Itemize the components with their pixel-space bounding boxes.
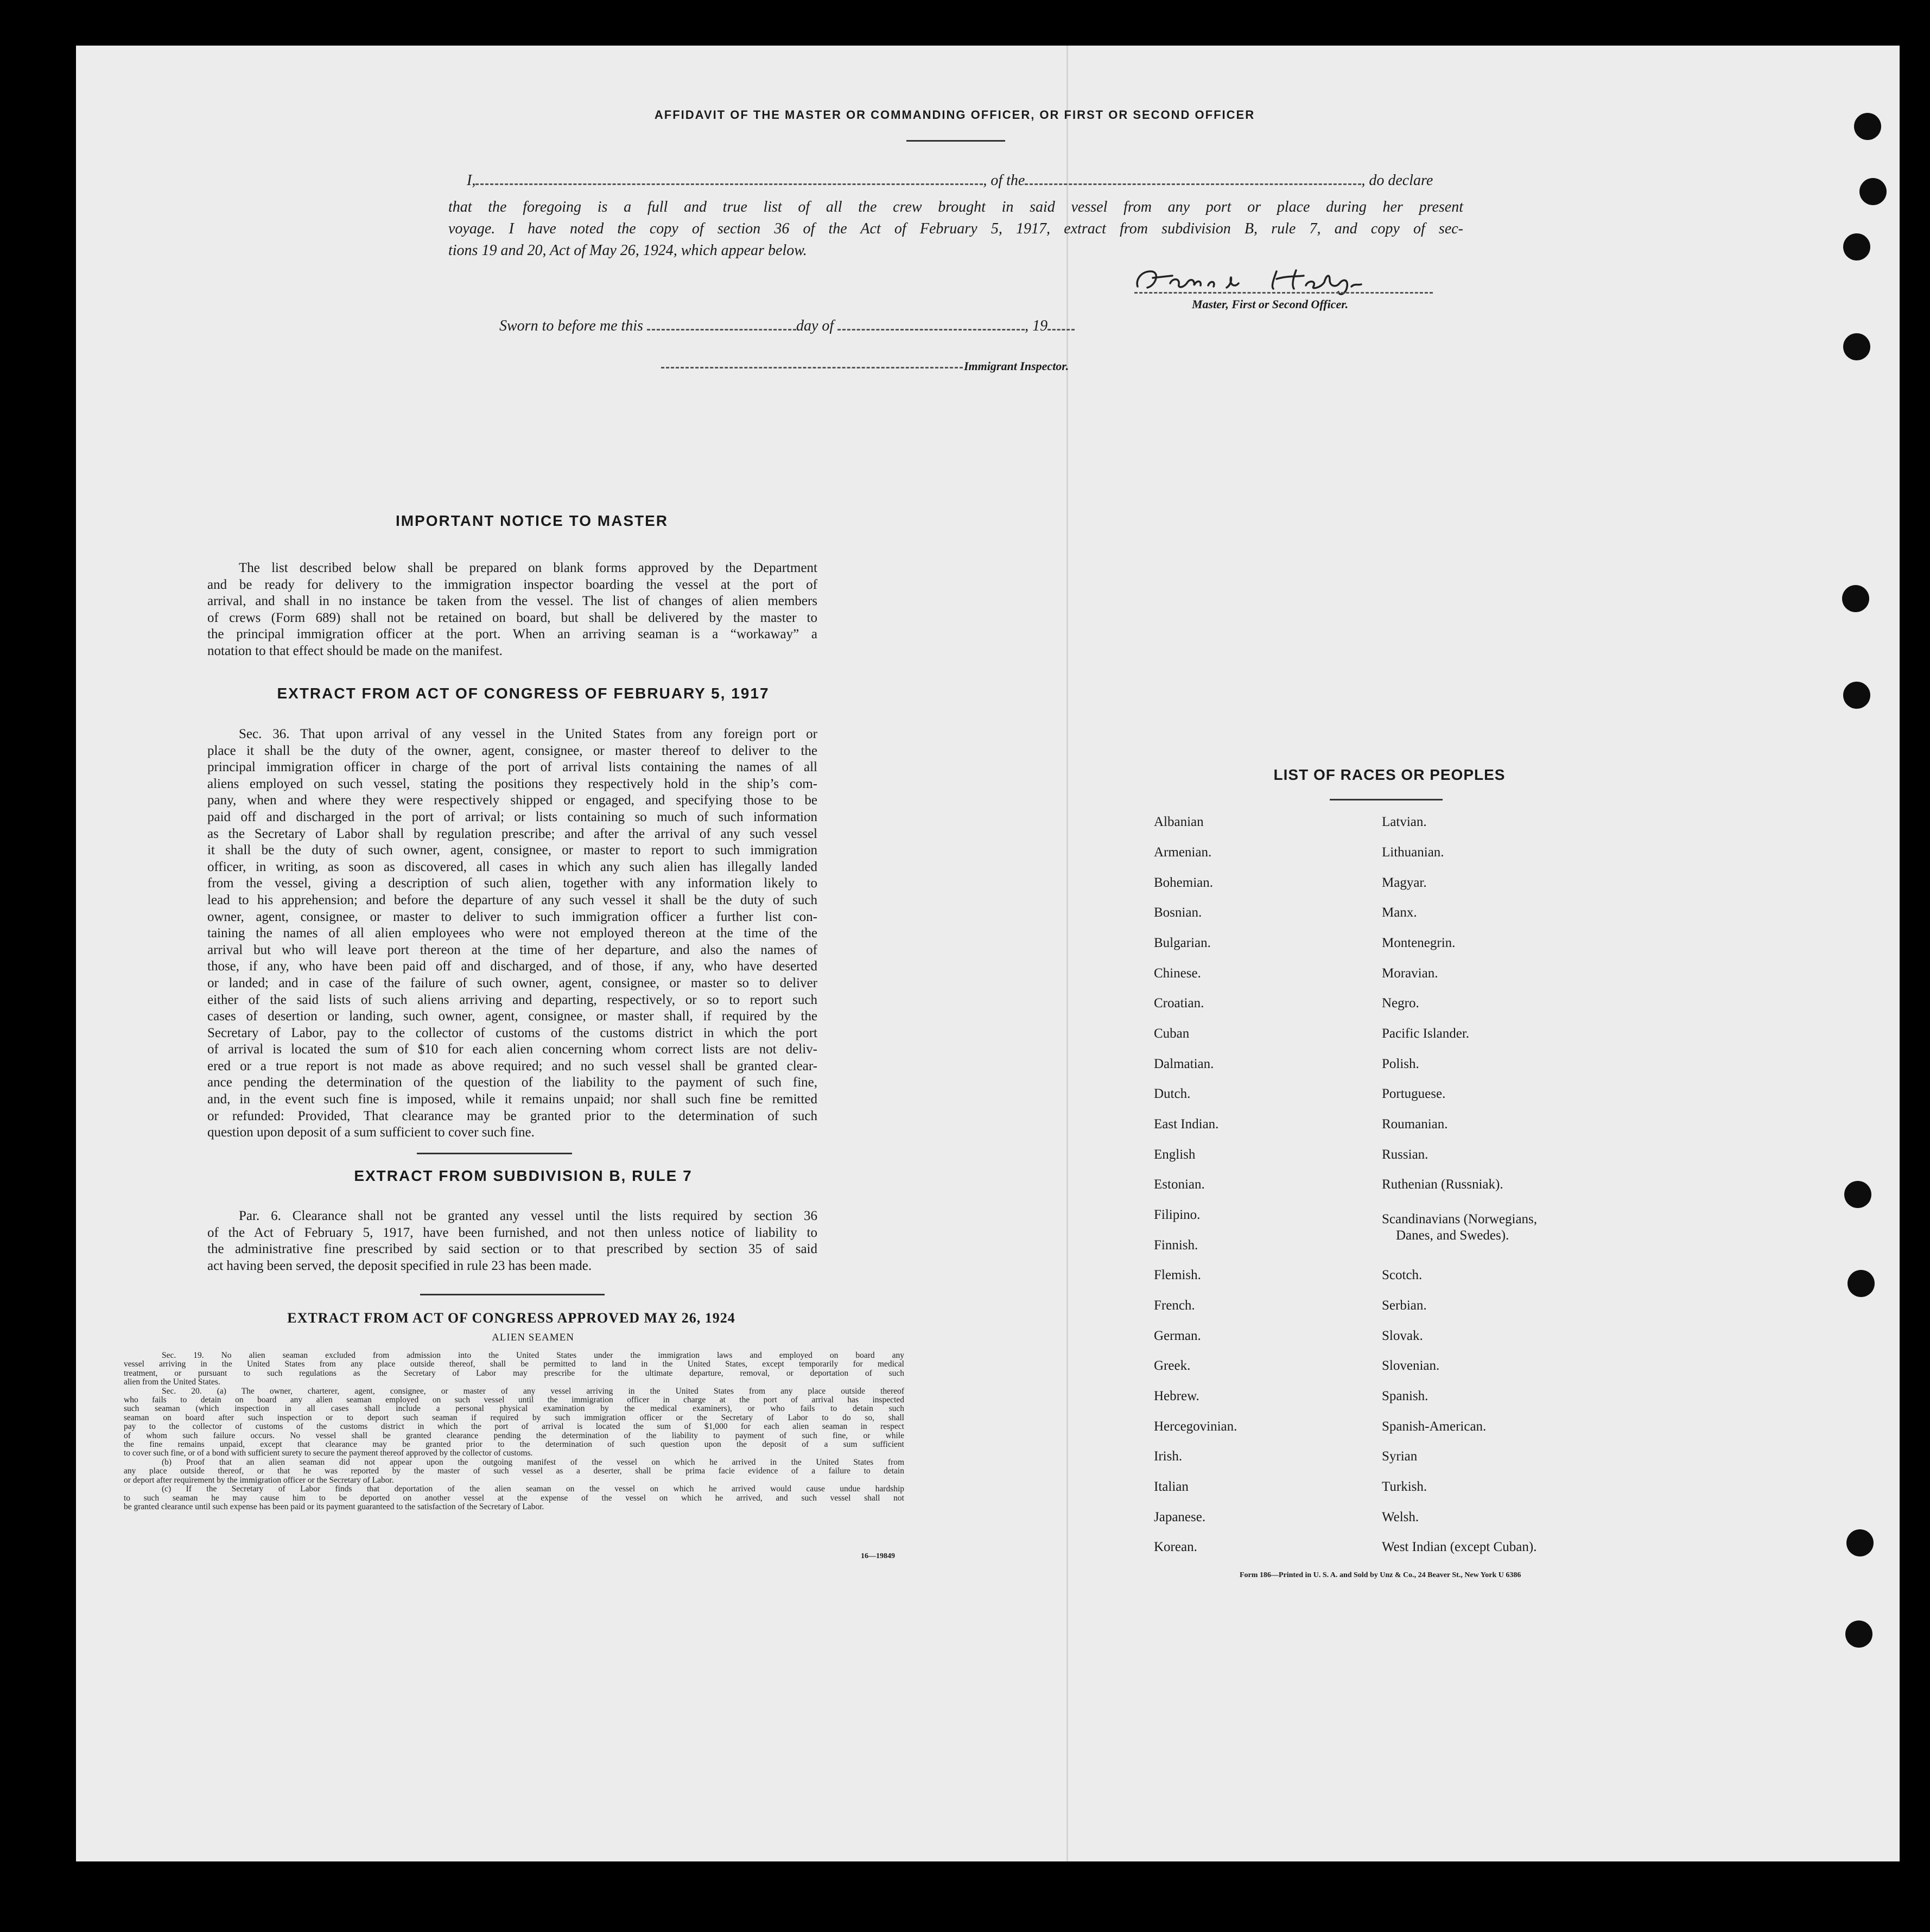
section-36-line: those, if any, who have been paid off and discharged, and of those, if any, who have deserted: [207, 959, 817, 974]
vessel-field[interactable]: [1025, 171, 1361, 185]
race-item: Flemish.: [1154, 1268, 1201, 1282]
race-item: Cuban: [1154, 1026, 1190, 1041]
divider-rule: [420, 1294, 605, 1295]
day-of-label: day of: [796, 317, 834, 334]
notice-body: [207, 560, 817, 660]
declaration-line-3: tions 19 and 20, Act of May 26, 1924, which appear below.: [448, 242, 807, 259]
race-item: Irish.: [1154, 1449, 1183, 1464]
section-36-line: from the vessel, giving a description of such alien, together with any information likely to: [207, 876, 817, 891]
section-36-line: aliens employed on such vessel, stating the positions they respectively hold in the ship’s com-: [207, 776, 817, 791]
affidavit-title: AFFIDAVIT OF THE MASTER OR COMMANDING OFFICER, OR FIRST OR SECOND OFFICER: [654, 108, 1255, 122]
alien-seamen-line: pay to the collector of customs of the customs district in which the port of arrival is located the sum of $1,000 for each alien seaman in respect: [124, 1422, 904, 1432]
print-code: 16—19849: [861, 1552, 895, 1560]
notice-line: The list described below shall be prepared on blank forms approved by the Department: [239, 561, 817, 575]
notice-line: of crews (Form 689) shall not be retained on board, but shall be delivered by the master to: [207, 610, 817, 625]
section-36-line: arrival but who will leave port thereon at the time of her departure, and also the names of: [207, 942, 817, 957]
alien-seamen-line: treatment, or pursuant to such regulations as the Secretary of Labor may prescribe for the ultimate departure, removal, or deportation of such: [124, 1368, 904, 1378]
form-footer: Form 186—Printed in U. S. A. and Sold by Unz & Co., 24 Beaver St., New York U 6386: [1240, 1571, 1521, 1579]
race-item: Portuguese.: [1382, 1086, 1446, 1101]
divider-rule: [417, 1153, 572, 1154]
section-36-line: or landed; and in case of the failure of such owner, agent, consignee, or master so to deliver: [207, 975, 817, 990]
punch-hole: [1843, 682, 1870, 709]
race-item: Magyar.: [1382, 875, 1427, 890]
signature: [1134, 264, 1438, 296]
rule-7-line: Par. 6. Clearance shall not be granted any vessel until the lists required by section 36: [239, 1209, 817, 1223]
declaration-line-2: voyage. I have noted the copy of section 36 of the Act of February 5, 1917, extract from subdivision B, rule 7, and copy of sec-: [448, 220, 1463, 237]
name-field[interactable]: [475, 171, 983, 185]
extract-1924-subtitle: ALIEN SEAMEN: [492, 1332, 574, 1343]
declare-label: , do declare: [1361, 172, 1433, 189]
section-36-line: paid off and discharged in the port of arrival; or lists containing so much of such information: [207, 809, 817, 824]
notice-line: arrival, and shall in no instance be taken from the vessel. The list of changes of alien members: [207, 594, 817, 609]
alien-seamen-line: the fine remains unpaid, except that clearance may be granted prior to the determination of such question upon the deposit of a sum sufficient: [124, 1440, 904, 1450]
sworn-line: [499, 317, 1075, 335]
signature-caption: Master, First or Second Officer.: [1192, 297, 1349, 311]
alien-seamen-line: vessel arriving in the United States from any place outside thereof, shall be permitted to land in the United States, except temporarily for medical: [124, 1359, 904, 1369]
race-item: Albanian: [1154, 815, 1204, 829]
race-item: Armenian.: [1154, 845, 1212, 860]
section-36-line: ance pending the determination of the question of the liability to the payment of such fine,: [207, 1075, 817, 1090]
race-item: Negro.: [1382, 996, 1419, 1011]
race-item: Ruthenian (Russniak).: [1382, 1177, 1503, 1192]
alien-seamen-line: (b) Proof that an alien seaman did not appear upon the outgoing manifest of the vessel on which he arrived in the United States from: [162, 1457, 904, 1467]
punch-hole: [1854, 113, 1881, 140]
race-item: Spanish-American.: [1382, 1419, 1487, 1434]
race-item: French.: [1154, 1298, 1195, 1313]
alien-seamen-line: or deport after requirement by the immigration officer or the Secretary of Labor.: [124, 1475, 394, 1485]
race-item: East Indian.: [1154, 1117, 1219, 1132]
race-item: Roumanian.: [1382, 1117, 1448, 1132]
section-36-line: and, in the event such fine is imposed, while it remains unpaid; nor shall such fine be remitted: [207, 1092, 817, 1107]
notice-line: the principal immigration officer at the port. When an arriving seaman is a “workaway” a: [207, 627, 817, 642]
alien-seamen-line: Sec. 20. (a) The owner, charterer, agent, consignee, or master of any vessel arriving in the United States from any place outside thereof: [162, 1386, 904, 1396]
section-36-line: taining the names of all alien employees who were not employed thereon at the time of the: [207, 926, 817, 941]
punch-hole: [1845, 1620, 1872, 1648]
race-item: Chinese.: [1154, 966, 1201, 981]
race-item: German.: [1154, 1329, 1201, 1343]
punch-hole: [1859, 178, 1887, 205]
race-item: Bosnian.: [1154, 905, 1202, 920]
punch-hole: [1844, 1181, 1871, 1208]
race-item: Dutch.: [1154, 1086, 1191, 1101]
race-item: Scotch.: [1382, 1268, 1423, 1282]
race-item: Syrian: [1382, 1449, 1418, 1464]
race-item: Russian.: [1382, 1147, 1429, 1162]
rule-7-line: of the Act of February 5, 1917, have been furnished, and not then unless notice of liability to: [207, 1225, 817, 1240]
alien-seamen-line: to such seaman he may cause him to be deported on another vessel at the expense of the vessel on which he arrived, and such vessel shall not: [124, 1493, 904, 1503]
race-item: Polish.: [1382, 1057, 1419, 1071]
alien-seamen-line: who fails to detain on board any alien seaman employed on such vessel until the immigration officer in charge at the port of arrival has inspected: [124, 1395, 904, 1405]
race-item: Latvian.: [1382, 815, 1427, 829]
declaration-line: [467, 171, 1465, 189]
extract-1917-body: [207, 726, 817, 1141]
rule-7-title: EXTRACT FROM SUBDIVISION B, RULE 7: [354, 1167, 693, 1184]
race-item: Croatian.: [1154, 996, 1204, 1011]
rule-7-body: [207, 1208, 817, 1274]
sworn-label: Sworn to before me this: [499, 317, 643, 334]
punch-hole: [1846, 1529, 1874, 1556]
of-the-label: , of the: [983, 172, 1025, 189]
section-36-line: officer, in writing, as soon as discovered, all cases in which any such alien has illegally landed: [207, 859, 817, 874]
race-item: English: [1154, 1147, 1196, 1162]
sworn-year-field[interactable]: [1047, 317, 1075, 331]
notice-line: and be ready for delivery to the immigration inspector boarding the vessel at the port of: [207, 577, 817, 592]
section-36-line: pany, when and where they were respectively shipped or engaged, and specifying those to be: [207, 793, 817, 808]
sworn-day-field[interactable]: [647, 317, 796, 331]
alien-seamen-line: such seaman (which inspection in all cases shall include a personal physical examination by the medical examiners), or who fails to detain such: [124, 1404, 904, 1414]
race-item: Welsh.: [1382, 1510, 1419, 1524]
section-36-line: Sec. 36. That upon arrival of any vessel in the United States from any foreign port or: [239, 727, 817, 741]
race-item: Montenegrin.: [1382, 936, 1456, 950]
notice-title: IMPORTANT NOTICE TO MASTER: [395, 512, 669, 529]
race-item: Hercegovinian.: [1154, 1419, 1237, 1434]
section-36-line: as the Secretary of Labor shall by regulation prescribe; and after the arrival of any such vessel: [207, 826, 817, 841]
race-item: Italian: [1154, 1479, 1189, 1494]
races-title: LIST OF RACES OR PEOPLES: [1273, 766, 1506, 783]
section-36-line: it shall be the duty of such owner, agent, consignee, or master to report to such immigration: [207, 843, 817, 858]
section-36-line: ered or a true report is not made as above required; and no such vessel shall be granted clear-: [207, 1058, 817, 1073]
race-item: Scandinavians (Norwegians,: [1382, 1212, 1538, 1226]
race-item: Serbian.: [1382, 1298, 1427, 1313]
alien-seamen-line: any place outside thereof, or that he was reported by the master of such vessel as a deserter, shall be prima facie evidence of a failure to detain: [124, 1466, 904, 1476]
section-36-line: of arrival is located the sum of $10 for each alien concerning whom correct lists are not deliv-: [207, 1042, 817, 1057]
declaration-line-1: that the foregoing is a full and true list of all the crew brought in said vessel from any port or place during her present: [448, 199, 1463, 215]
race-item: Bohemian.: [1154, 875, 1214, 890]
punch-hole: [1843, 233, 1870, 260]
race-item: Bulgarian.: [1154, 936, 1211, 950]
signature-scribble: [1134, 264, 1438, 296]
punch-hole: [1842, 585, 1869, 612]
race-item: Hebrew.: [1154, 1389, 1199, 1403]
alien-seamen-line: seaman on board after such inspection or to deport such seaman if required by such immigration officer or the Secretary of Labor to do so, shall: [124, 1413, 904, 1422]
race-item: Danes, and Swedes).: [1396, 1228, 1509, 1243]
extract-1924-body: [124, 1351, 904, 1511]
declaration-body: [448, 196, 1463, 262]
race-item: Greek.: [1154, 1358, 1191, 1373]
alien-seamen-line: to cover such fine, or of a bond with sufficient surety to secure the payment thereof approved by the collector of customs.: [124, 1448, 533, 1458]
notice-line: notation to that effect should be made on the manifest.: [207, 643, 503, 658]
extract-1917-title: EXTRACT FROM ACT OF CONGRESS OF FEBRUARY 5, 1917: [277, 685, 770, 702]
race-item: Japanese.: [1154, 1510, 1206, 1524]
race-item: Lithuanian.: [1382, 845, 1444, 860]
punch-hole: [1843, 333, 1870, 360]
sworn-month-field[interactable]: [837, 317, 1025, 331]
section-36-line: cases of desertion or landing, such owner, agent, consignee, or master shall, if required by the: [207, 1009, 817, 1024]
race-item: Filipino.: [1154, 1208, 1201, 1222]
extract-1924-title: EXTRACT FROM ACT OF CONGRESS APPROVED MAY 26, 1924: [287, 1310, 735, 1326]
race-item: Korean.: [1154, 1540, 1197, 1554]
inspector-caption: Immigrant Inspector.: [964, 359, 1069, 373]
section-36-line: place it shall be the duty of the owner, agent, consignee, or master thereof to deliver to the: [207, 743, 817, 758]
section-36-line: lead to his apprehension; and before the departure of any such vessel it shall be the duty of such: [207, 892, 817, 907]
alien-seamen-line: alien from the United States.: [124, 1377, 220, 1387]
alien-seamen-line: (c) If the Secretary of Labor finds that deportation of the alien seaman on the vessel on which he arrived would cause undue hardship: [162, 1484, 904, 1494]
race-item: Finnish.: [1154, 1238, 1198, 1253]
rule-7-line: act having been served, the deposit specified in rule 23 has been made.: [207, 1258, 592, 1273]
race-item: Slovak.: [1382, 1329, 1423, 1343]
section-36-line: Secretary of Labor, pay to the collector of customs of the customs district in which the port: [207, 1025, 817, 1040]
race-item: Estonian.: [1154, 1177, 1205, 1192]
race-item: Spanish.: [1382, 1389, 1429, 1403]
inspector-line: [661, 367, 963, 368]
section-36-line: principal immigration officer in charge of the port of arrival lists containing the names of all: [207, 760, 817, 775]
affidavit-title-rule: [906, 140, 1005, 142]
signature-line: [1134, 292, 1433, 294]
alien-seamen-line: of whom such failure occurs. No vessel shall be granted clearance pending the determination of the liability to payment of such fine, or while: [124, 1431, 904, 1440]
rule-7-line: the administrative fine prescribed by said section or to that prescribed by section 35 of said: [207, 1242, 817, 1257]
race-item: Pacific Islander.: [1382, 1026, 1470, 1041]
alien-seamen-line: be granted clearance until such expense has been paid or its payment guaranteed to the satisfaction of the Secretary of Labor.: [124, 1502, 544, 1511]
year-label: , 19: [1025, 317, 1048, 334]
race-item: Turkish.: [1382, 1479, 1427, 1494]
race-item: West Indian (except Cuban).: [1382, 1540, 1537, 1554]
section-36-line: or refunded: Provided, That clearance may be granted prior to the determination of such: [207, 1108, 817, 1123]
race-item: Slovenian.: [1382, 1358, 1440, 1373]
i-label: I,: [467, 172, 476, 189]
section-36-line: question upon deposit of a sum sufficient to cover such fine.: [207, 1125, 535, 1140]
section-36-line: either of the said lists of such aliens arriving and departing, respectively, or so to report such: [207, 992, 817, 1007]
race-item: Manx.: [1382, 905, 1417, 920]
punch-hole: [1848, 1270, 1875, 1297]
race-item: Dalmatian.: [1154, 1057, 1214, 1071]
races-title-rule: [1330, 799, 1443, 800]
race-item: Moravian.: [1382, 966, 1438, 981]
alien-seamen-line: Sec. 19. No alien seaman excluded from admission into the United States under the immigration laws and employed on board any: [162, 1351, 904, 1360]
section-36-line: owner, agent, consignee, or master to deliver to such immigration officer a further list con-: [207, 909, 817, 924]
